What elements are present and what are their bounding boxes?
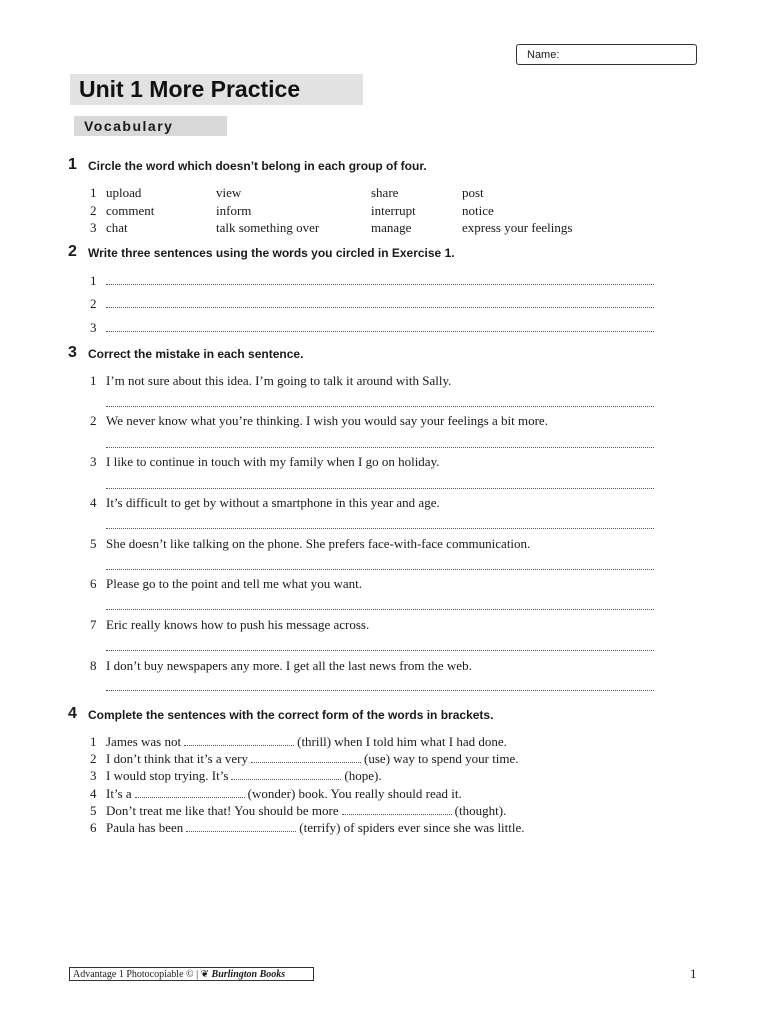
sentence-start: James was not [106, 734, 182, 749]
gap-sentence [106, 734, 507, 750]
item-number: 8 [90, 658, 97, 673]
answer-line[interactable] [106, 488, 654, 489]
word: manage [371, 220, 412, 235]
answer-gap[interactable] [342, 814, 452, 815]
footer-credit [69, 967, 314, 981]
line-number: 2 [90, 296, 97, 311]
sentence-end: (thought). [454, 803, 507, 818]
item-number: 4 [90, 495, 97, 510]
sentence-start: I would stop trying. It’s [106, 768, 229, 783]
line-number: 3 [90, 320, 97, 335]
gap-sentence [106, 820, 525, 836]
line-number: 1 [90, 273, 97, 288]
exercise-1-instruction: Circle the word which doesn’t belong in each group of four. [88, 159, 427, 173]
answer-line[interactable] [106, 406, 654, 407]
exercise-3-number: 3 [68, 344, 77, 361]
gap-sentence [106, 768, 382, 784]
word: talk something over [216, 220, 320, 235]
answer-gap[interactable] [135, 797, 245, 798]
exercise-3-instruction: Correct the mistake in each sentence. [88, 347, 304, 361]
page-number: 1 [690, 966, 697, 981]
item-number: 5 [90, 803, 97, 818]
item-number: 2 [90, 751, 97, 766]
sentence-start: Don’t treat me like that! You should be more [106, 803, 339, 818]
gap-sentence [106, 803, 506, 819]
row-number: 3 [90, 220, 97, 235]
item-number: 5 [90, 536, 97, 551]
name-field[interactable] [516, 44, 697, 65]
item-number: 1 [90, 373, 97, 388]
item-number: 2 [90, 413, 97, 428]
exercise-2-instruction: Write three sentences using the words you circled in Exercise 1. [88, 246, 455, 260]
sentence: It’s difficult to get by without a smartphone in this year and age. [106, 495, 440, 510]
item-number: 4 [90, 786, 97, 801]
exercise-4-instruction: Complete the sentences with the correct form of the words in brackets. [88, 708, 494, 722]
word: upload [106, 185, 142, 200]
sentence-end: (thrill) when I told him what I had done. [297, 734, 507, 749]
publisher-logo-icon: ❦ [200, 969, 210, 980]
sentence: I’m not sure about this idea. I’m going to talk it around with Sally. [106, 373, 452, 388]
sentence: I don’t buy newspapers any more. I get all the last news from the web. [106, 658, 472, 673]
word: express your feelings [462, 220, 573, 235]
sentence: Eric really knows how to push his message across. [106, 617, 370, 632]
answer-line[interactable] [106, 307, 654, 308]
word: notice [462, 203, 494, 218]
row-number: 2 [90, 203, 97, 218]
row-number: 1 [90, 185, 97, 200]
word: comment [106, 203, 155, 218]
sentence: Please go to the point and tell me what you want. [106, 576, 362, 591]
sentence-start: It’s a [106, 786, 132, 801]
sentence-end: (terrify) of spiders ever since she was little. [299, 820, 525, 835]
word: post [462, 185, 484, 200]
item-number: 7 [90, 617, 97, 632]
answer-line[interactable] [106, 528, 654, 529]
page-title: Unit 1 More Practice [70, 74, 363, 105]
answer-line[interactable] [106, 609, 654, 610]
item-number: 6 [90, 576, 97, 591]
section-heading-label: Vocabulary [84, 118, 174, 134]
gap-sentence [106, 786, 462, 802]
gap-sentence [106, 751, 519, 767]
sentence: I like to continue in touch with my family when I go on holiday. [106, 454, 440, 469]
name-label: Name: [527, 49, 560, 61]
publisher-name: Burlington Books [211, 969, 286, 980]
sentence-end: (use) way to spend your time. [364, 751, 519, 766]
word: view [216, 185, 242, 200]
sentence-end: (hope). [344, 768, 382, 783]
sentence: She doesn’t like talking on the phone. She prefers face-with-face communication. [106, 536, 531, 551]
section-heading [70, 116, 227, 136]
divider: | [193, 969, 201, 980]
sentence-start: I don’t think that it’s a very [106, 751, 249, 766]
word: share [371, 185, 399, 200]
word: chat [106, 220, 128, 235]
exercise-4-number: 4 [68, 705, 77, 722]
answer-line[interactable] [106, 284, 654, 285]
sentence-start: Paula has been [106, 820, 184, 835]
sentence-end: (wonder) book. You really should read it. [247, 786, 462, 801]
item-number: 3 [90, 768, 97, 783]
sentence: We never know what you’re thinking. I wish you would say your feelings a bit more. [106, 413, 548, 428]
answer-line[interactable] [106, 690, 654, 691]
answer-gap[interactable] [251, 762, 361, 763]
answer-line[interactable] [106, 447, 654, 448]
word: interrupt [371, 203, 416, 218]
item-number: 3 [90, 454, 97, 469]
item-number: 1 [90, 734, 97, 749]
item-number: 6 [90, 820, 97, 835]
exercise-1-number: 1 [68, 156, 77, 173]
answer-gap[interactable] [184, 745, 294, 746]
exercise-2-number: 2 [68, 243, 77, 260]
answer-gap[interactable] [231, 779, 341, 780]
footer-text: Advantage 1 Photocopiable © [73, 969, 194, 980]
answer-line[interactable] [106, 650, 654, 651]
word: inform [216, 203, 252, 218]
answer-gap[interactable] [186, 831, 296, 832]
answer-line[interactable] [106, 331, 654, 332]
answer-line[interactable] [106, 569, 654, 570]
